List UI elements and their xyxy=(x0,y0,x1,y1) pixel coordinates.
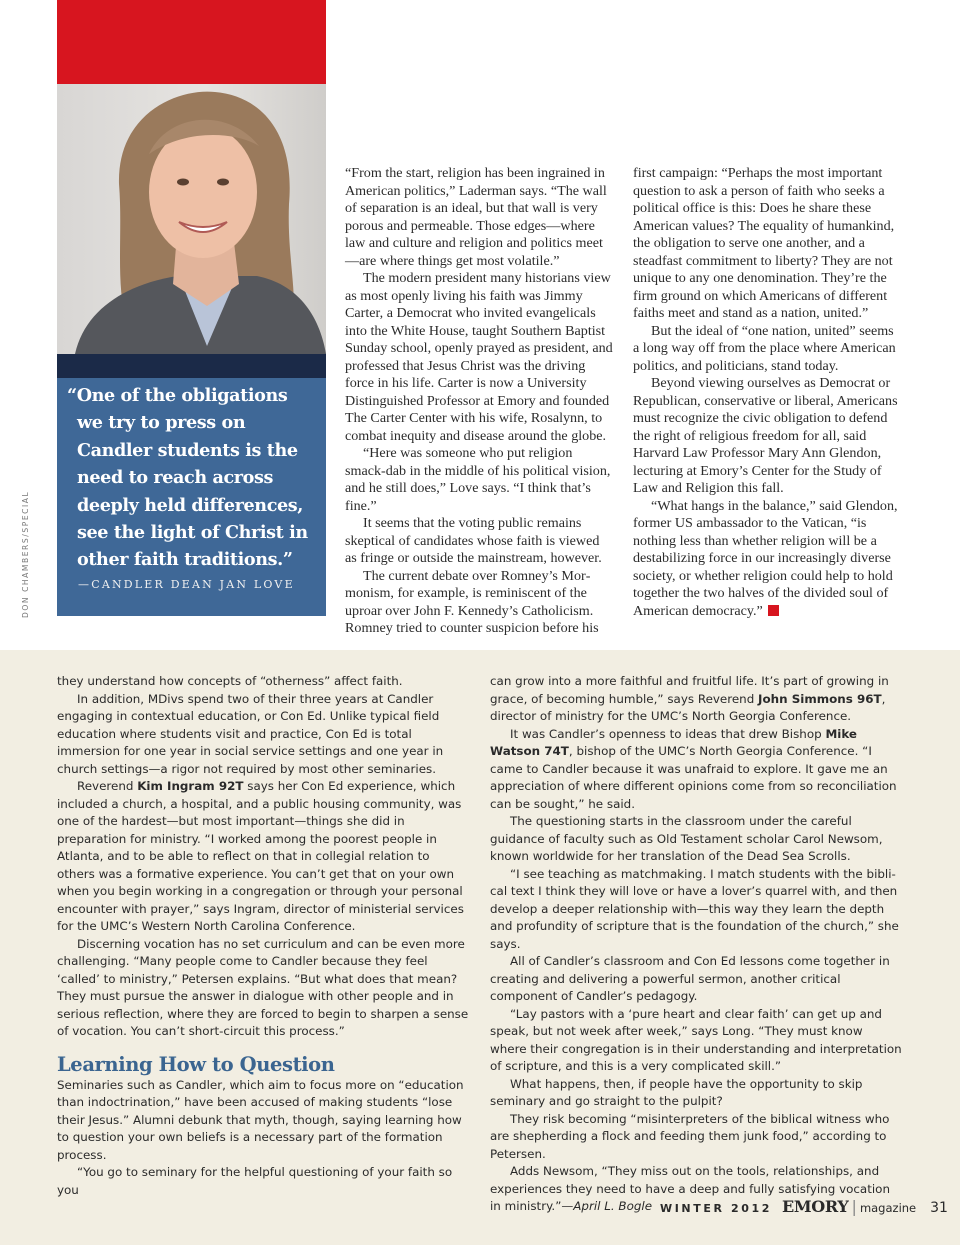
paragraph: What happens, then, if people have the opportunity to skip seminary and go straight to the pulpit? xyxy=(490,1076,863,1108)
pull-quote-text: we try to press on Candler students is the need to reach across deeply held differences, see the light of Christ in other faith traditions.” xyxy=(77,412,308,571)
paragraph: Discerning vocation has no set curriculum and can be even more challenging. “Many people come to Candler because they feel ‘called’ to ministry,” Petersen explains. “But what does that mean? They must pursue the answer in dialogue with other people and in serious reflection, where they are forced to begin to sharpen a sense of vocation. You can’t short-circuit this process.” xyxy=(57,936,469,1038)
paragraph: The current debate over Romney’s Mormonism, for example, is reminiscent of the uproar over John F. Kennedy’s Catholicism. Romney tried to counter suspicion before his xyxy=(345,567,599,636)
red-accent-block xyxy=(57,0,326,84)
magazine-label: magazine xyxy=(859,1201,917,1215)
pull-quote-box xyxy=(57,378,326,616)
alumni-name: Kim Ingram 92T xyxy=(137,779,244,793)
magazine-logo: EMORY xyxy=(781,1197,849,1216)
alumni-name: Mike Watson 74T xyxy=(490,726,857,758)
page-footer xyxy=(660,1197,948,1216)
paragraph-text: , director of ministry for the UMC’s North Georgia Conference. xyxy=(490,691,886,723)
paragraph xyxy=(633,498,901,621)
article-column-2 xyxy=(633,165,901,620)
article-column-1 xyxy=(345,165,613,638)
paragraph-text: can grow into a more faithful and fruitful life. It’s part of growing in grace, of becoming humble,” says Reverend xyxy=(490,674,889,706)
end-mark-icon xyxy=(768,605,779,616)
paragraph-text: says her Con Ed experience, which included a church, a hospital, and a public housing community, was one of the hardest—but most important—things she did in preparation for ministry. “I worked among the poorest people in Atlanta, and to be able to reflect on that in collegial relation to others was a formative experience. You can’t get that on your own when you begin working in a congregation or through your personal encounter with prayer,” says Ingram, director of ministerial services for the UMC’s Western North Carolina Conference. xyxy=(57,779,464,933)
photo-credit: DON CHAMBERS/SPECIAL xyxy=(21,490,30,618)
pull-quote-first-line: “One of the obligations xyxy=(67,385,288,406)
paragraph: they understand how concepts of “otherness” affect faith. xyxy=(57,674,403,688)
paragraph: “I see teaching as matchmaking. I match students with the biblical text I think they will love or have a lover’s quarrel with, and then develop a deeper relationship with—this way they learn the depth and profundity of scripture that is the foundation of the church,” she says. xyxy=(490,866,899,951)
paragraph: The questioning starts in the classroom under the careful guidance of faculty such as Old Testament scholar Carol Newsom, known worldwide for her translation of the Dead Sea Scrolls. xyxy=(490,814,883,863)
paragraph: They risk becoming “misinterpreters of the biblical witness who are shepherding a flock and feeding them junk food,” according to Petersen. xyxy=(490,1111,890,1161)
paragraph: “Lay pastors with a ‘pure heart and clear faith’ can get up and speak, but not week after week,” says Long. “They must know where their congregation is in their understanding and interpretation of scripture, and this is a very complicated skill.” xyxy=(490,1006,902,1073)
page-number: 31 xyxy=(930,1200,948,1216)
paragraph: The modern president many historians view as most openly living his faith was Jimmy Carter, a Democrat who invited evangelicals into the White House, taught Southern Baptist Sunday school, openly prayed as president, and professed that Jesus Christ was the driving force in his life. Carter is now a University Distinguished Professor at Emory and founded The Carter Center with his wife, Rosalynn, to combat inequity and disease around the globe. xyxy=(345,270,613,444)
issue-date: WINTER 2012 xyxy=(660,1202,772,1215)
paragraph: But the ideal of “one nation, united” seems a long way off from the place where American politics, and politicians, stand today. xyxy=(633,322,896,374)
paragraph: first campaign: “Perhaps the most important question to ask a person of faith who seeks a political office is this: Does he share these American values? The equality of humankind, the obligation to serve one another, and a steadfast commitment to liberty? They are not unique to any one denomination. They’re the firm ground on which Americans of different faiths meet and stand as a nation, united.” xyxy=(633,165,895,321)
paragraph-text: , bishop of the UMC’s North Georgia Conference. “I came to Candler because it was unafraid to explore. It gave me an appreciation of where different opinions come from so reconciliation can be sought,” he said. xyxy=(490,744,897,811)
footer-separator: | xyxy=(851,1197,857,1216)
alumni-name: John Simmons 96T xyxy=(758,691,882,706)
byline: —April L. Bogle xyxy=(561,1199,653,1213)
sidebar-column-2 xyxy=(490,673,902,1216)
paragraph-text: It was Candler’s openness to ideas that drew Bishop xyxy=(510,726,826,741)
section-heading: Learning How to Question xyxy=(57,1052,335,1076)
paragraph: It seems that the voting public remains skeptical of candidates whose faith is viewed as fringe or outside the mainstream, however. xyxy=(345,515,602,566)
portrait-photo xyxy=(57,84,326,354)
paragraph xyxy=(490,726,902,814)
pull-quote-attribution: —CANDLER DEAN JAN LOVE xyxy=(78,578,295,591)
paragraph-text: “What hangs in the balance,” said Glendon, former US ambassador to the Vatican, “is nothing less than whether religion will be a destabilizing force in our increasingly diverse society, or whether religion could help to hold together the two halves of the divided soul of American democracy.” xyxy=(633,497,898,619)
navy-band xyxy=(57,354,326,378)
paragraph-text: Reverend xyxy=(77,779,138,793)
paragraph-text: Adds Newsom, “They miss out on the tools, relationships, and experiences they need to have a deep and fully satisfying vocation in ministry.” xyxy=(490,1164,890,1213)
paragraph: “Here was someone who put religion smack-dab in the middle of his political vision, and he still does,” Love says. “I think that’s fine.” xyxy=(345,445,611,514)
paragraph: In addition, MDivs spend two of their three years at Candler engaging in contextual education, or Con Ed. Unlike typical field education where students visit and practice, Con Ed is total immersion for one year in social service settings and one year in church settings—a rigor not required by most other seminaries. xyxy=(57,691,444,776)
paragraph: “From the start, religion has been ingrained in American politics,” Laderman says. “The wall of separation is an ideal, but that wall is very porous and permeable. Those edges—where law and culture and religion and politics meet—are where things get most volatile.” xyxy=(345,165,607,269)
paragraph xyxy=(57,778,469,936)
paragraph: Beyond viewing ourselves as Democrat or Republican, conservative or liberal, Americans must recognize the civic obligation to defend the right of religious freedom for all, said Harvard Law Professor Mary Ann Glendon, lecturing at Emory’s Center for the Study of Law and Religion this fall. xyxy=(633,375,898,496)
paragraph: “You go to seminary for the helpful questioning of your faith so you xyxy=(57,1165,453,1197)
sidebar-column-1 xyxy=(57,673,469,1199)
paragraph xyxy=(490,673,902,726)
paragraph: All of Candler’s classroom and Con Ed lessons come together in creating and delivering a powerful sermon, another critical component of Candler’s pedagogy. xyxy=(490,954,890,1003)
pull-quote xyxy=(67,382,319,574)
paragraph: Seminaries such as Candler, which aim to focus more on “education than indoctrination,” have been accused of making students “lose their Jesus.” Alumni debunk that myth, though, saying learning how to question your own beliefs is a necessary part of the formation process. xyxy=(57,1077,464,1162)
